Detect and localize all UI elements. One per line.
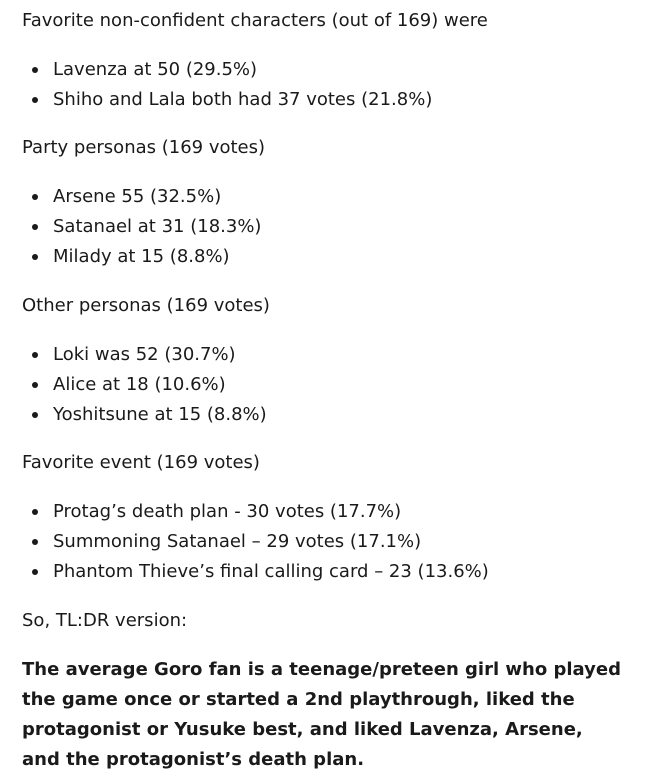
bullet-dot [32, 224, 38, 230]
list-item: Shiho and Lala both had 37 votes (21.8%) [22, 85, 432, 115]
list-favorite-event [22, 497, 489, 587]
bullet-dot [32, 569, 38, 575]
bullet-dot [32, 382, 38, 388]
bullet-dot [32, 97, 38, 103]
bullet-dot [32, 352, 38, 358]
list-item: Alice at 18 (10.6%) [22, 370, 267, 400]
bullet-dot [32, 539, 38, 545]
bullet-dot [32, 412, 38, 418]
section-heading-party-personas: Party personas (169 votes) [22, 137, 266, 158]
tldr-label: So, TL:DR version: [22, 610, 188, 631]
list-item: Arsene 55 (32.5%) [22, 182, 261, 212]
bullet-dot [32, 67, 38, 73]
list-item: Satanael at 31 (18.3%) [22, 212, 261, 242]
bullet-dot [32, 509, 38, 515]
summary-paragraph: The average Goro fan is a teenage/preteen girl who played the game once or started a 2nd playthrough, liked the protagonist or Yusuke best, and liked Lavenza, Arsene, and the protagonist’s death plan. [22, 659, 621, 770]
list-item: Phantom Thieve’s final calling card – 23 (13.6%) [22, 557, 489, 587]
list-item: Summoning Satanael – 29 votes (17.1%) [22, 527, 489, 557]
bullet-dot [32, 254, 38, 260]
list-other-personas [22, 340, 267, 430]
section-heading-other-personas: Other personas (169 votes) [22, 295, 270, 316]
list-item: Milady at 15 (8.8%) [22, 242, 261, 272]
list-characters [22, 55, 432, 115]
list-item: Lavenza at 50 (29.5%) [22, 55, 432, 85]
list-item: Loki was 52 (30.7%) [22, 340, 267, 370]
list-party-personas [22, 182, 261, 272]
section-heading-favorite-event: Favorite event (169 votes) [22, 452, 260, 473]
list-item: Protag’s death plan - 30 votes (17.7%) [22, 497, 489, 527]
section-heading-characters: Favorite non-confident characters (out of 169) were [22, 10, 488, 31]
list-item: Yoshitsune at 15 (8.8%) [22, 400, 267, 430]
bullet-dot [32, 194, 38, 200]
